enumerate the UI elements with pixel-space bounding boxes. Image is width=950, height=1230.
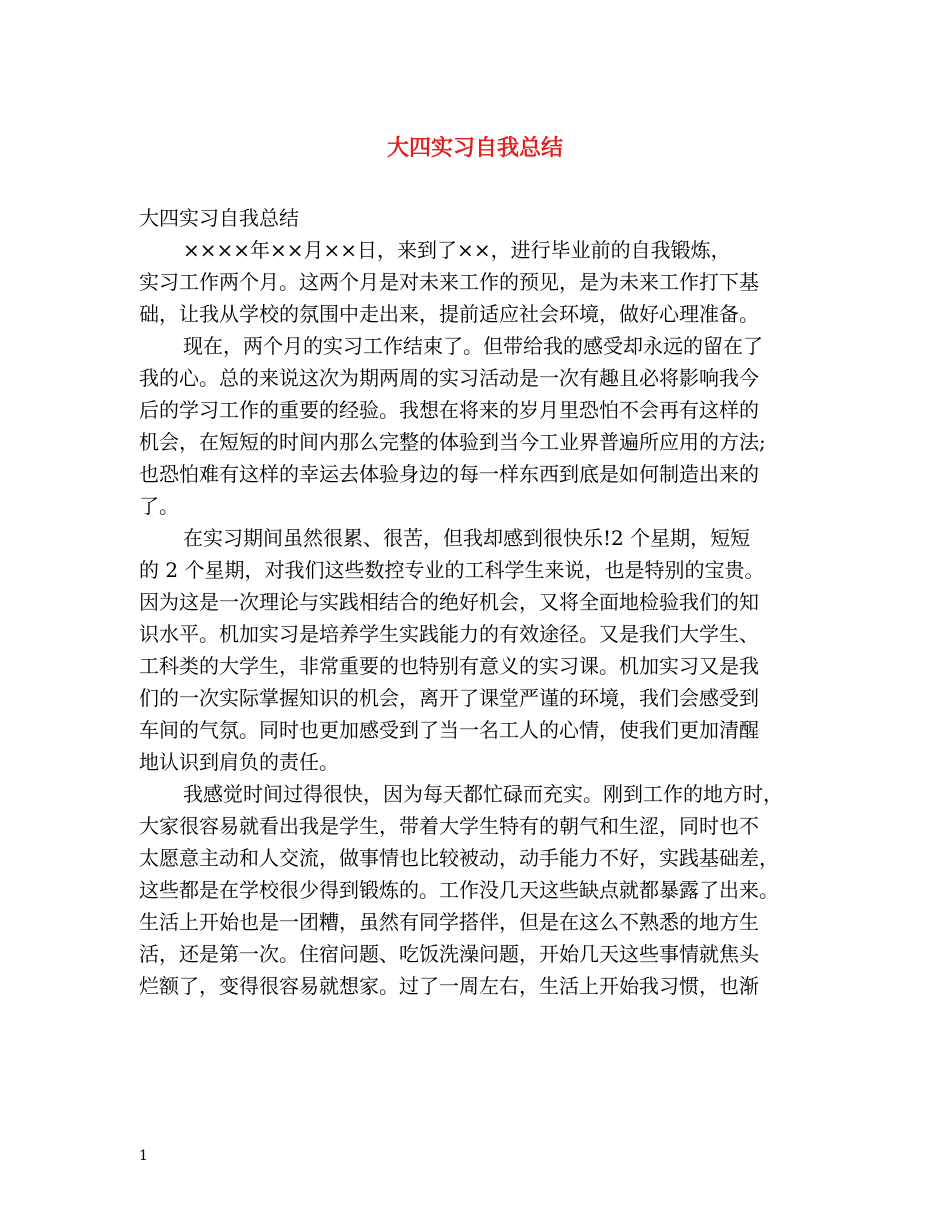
paragraph-line: 地认识到肩负的责任。: [139, 750, 339, 774]
paragraph-line: 实习工作两个月。这两个月是对未来工作的预见，是为未来工作打下基: [139, 270, 759, 294]
document-body: [139, 202, 819, 1002]
paragraph-line: ××××年××月××日，来到了××，进行毕业前的自我锻炼，: [183, 238, 731, 262]
paragraph-line: 生活上开始也是一团糟，虽然有同学搭伴，但是在这么不熟悉的地方生: [139, 910, 759, 934]
document-title: 大四实习自我总结: [386, 135, 563, 161]
paragraph-line: 工科类的大学生，非常重要的也特别有意义的实习课。机加实习又是我: [139, 654, 759, 678]
paragraph-line: 活，还是第一次。住宿问题、吃饭洗澡问题，开始几天这些事情就焦头: [139, 942, 759, 966]
paragraph-line: 也恐怕难有这样的幸运去体验身边的每一样东西到底是如何制造出来的: [139, 462, 759, 486]
paragraph-line: 大家很容易就看出我是学生，带着大学生特有的朝气和生涩，同时也不: [139, 814, 759, 838]
paragraph-line: 太愿意主动和人交流，做事情也比较被动，动手能力不好，实践基础差，: [139, 846, 779, 870]
paragraph-line: 在实习期间虽然很累、很苦，但我却感到很快乐!2 个星期，短短: [183, 526, 751, 550]
paragraph-line: 因为这是一次理论与实践相结合的绝好机会，又将全面地检验我们的知: [139, 590, 759, 614]
paragraph-line: 后的学习工作的重要的经验。我想在将来的岁月里恐怕不会再有这样的: [139, 398, 759, 422]
paragraph-line: 机会，在短短的时间内那么完整的体验到当今工业界普遍所应用的方法;: [139, 430, 766, 454]
paragraph-line: 础，让我从学校的氛围中走出来，提前适应社会环境，做好心理准备。: [139, 302, 759, 326]
paragraph-line: 烂额了，变得很容易就想家。过了一周左右，生活上开始我习惯，也渐: [139, 974, 759, 998]
paragraph-line: 现在，两个月的实习工作结束了。但带给我的感受却永远的留在了: [183, 334, 763, 358]
paragraph-line: 识水平。机加实习是培养学生实践能力的有效途径。又是我们大学生、: [139, 622, 759, 646]
paragraph-line: 们的一次实际掌握知识的机会，离开了课堂严谨的环境，我们会感受到: [139, 686, 759, 710]
paragraph-line: 车间的气氛。同时也更加感受到了当一名工人的心情，使我们更加清醒: [139, 718, 759, 742]
paragraph-line: 这些都是在学校很少得到锻炼的。工作没几天这些缺点就都暴露了出来。: [139, 878, 779, 902]
paragraph-line: 了。: [139, 494, 179, 518]
paragraph-line: 我的心。总的来说这次为期两周的实习活动是一次有趣且必将影响我今: [139, 366, 759, 390]
document-subheading: 大四实习自我总结: [139, 206, 299, 230]
paragraph-line: 的 2 个星期，对我们这些数控专业的工科学生来说，也是特别的宝贵。: [139, 558, 765, 582]
page-number: 1: [139, 1148, 148, 1164]
paragraph-line: 我感觉时间过得很快，因为每天都忙碌而充实。刚到工作的地方时，: [183, 782, 783, 806]
